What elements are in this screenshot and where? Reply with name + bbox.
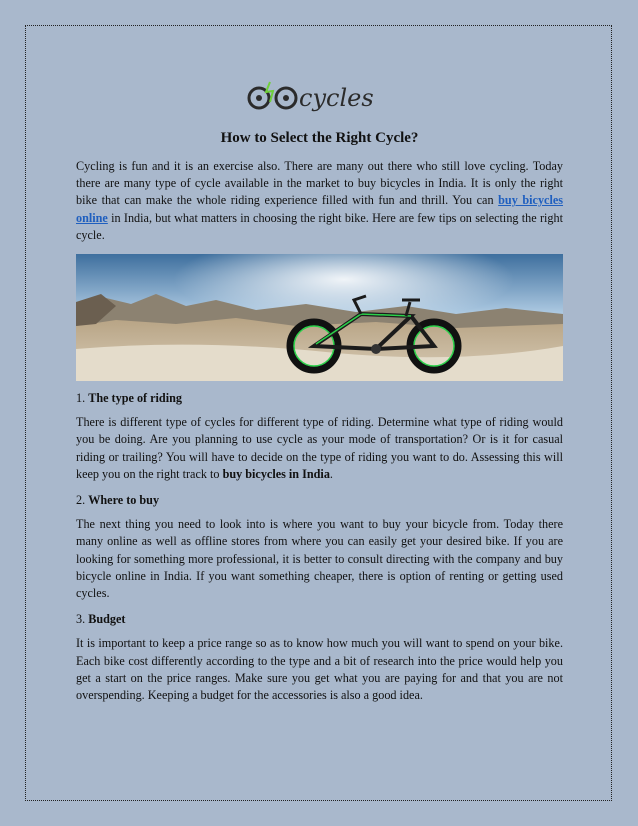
buy-bicycles-in-india-text: buy bicycles in India	[222, 466, 330, 481]
hero-bicycle-image	[76, 254, 563, 381]
article	[76, 128, 563, 704]
intro-paragraph	[76, 158, 563, 244]
section-heading-riding-type: 1. The type of riding	[76, 391, 182, 406]
svg-text:cycles: cycles	[299, 84, 374, 112]
section-heading-where-to-buy: 2. Where to buy	[76, 493, 160, 508]
buy-bicycles-online-link[interactable]: buy bicycles online	[76, 193, 564, 225]
section-body-budget: It is important to keep a price range so as to know how much you will want to spend on your bike. Each bike cost differently according to the type and a bit of research into the price would help you get a start on the price ranges. Make sure you get what you are paying for and that you are not overspending. Keeping a budget for the accessories is also a good idea.	[76, 636, 563, 703]
intro-text-2: in India, but what matters in choosing the right bike. Here are few tips on selecting the right cycle.	[76, 210, 563, 242]
article-title: How to Select the Right Cycle?	[220, 130, 419, 146]
intro-text-1: Cycling is fun and it is an exercise also. There are many out there who still love cycling. Today there are many type of cycle available in the market to buy bicycles in India. It is only the right bike that can make the whole riding experience filled with fun and thrill. You can	[76, 159, 563, 208]
section-body-riding-type: There is different type of cycles for different type of riding. Determine what type of riding would you be doing. Are you planning to use cycle as your mode of transportation? Or is it for casual riding or trailing? You will have to decide on the type of riding you want to do. Assessing this will keep you on the right track to buy bicycles in India.	[76, 415, 563, 481]
section-body-where-to-buy: The next thing you need to look into is where you want to buy your bicycle from. Today there many online as well as offline stores from where you can easily get your desired bike. If you are looking for something more professional, it is better to consult directing with the company and buy bicycle online in India. If you want something cheaper, there is option of renting or getting used cycles.	[76, 517, 563, 601]
cycles-logo	[246, 78, 392, 114]
section-heading-budget: 3. Budget	[76, 612, 126, 627]
